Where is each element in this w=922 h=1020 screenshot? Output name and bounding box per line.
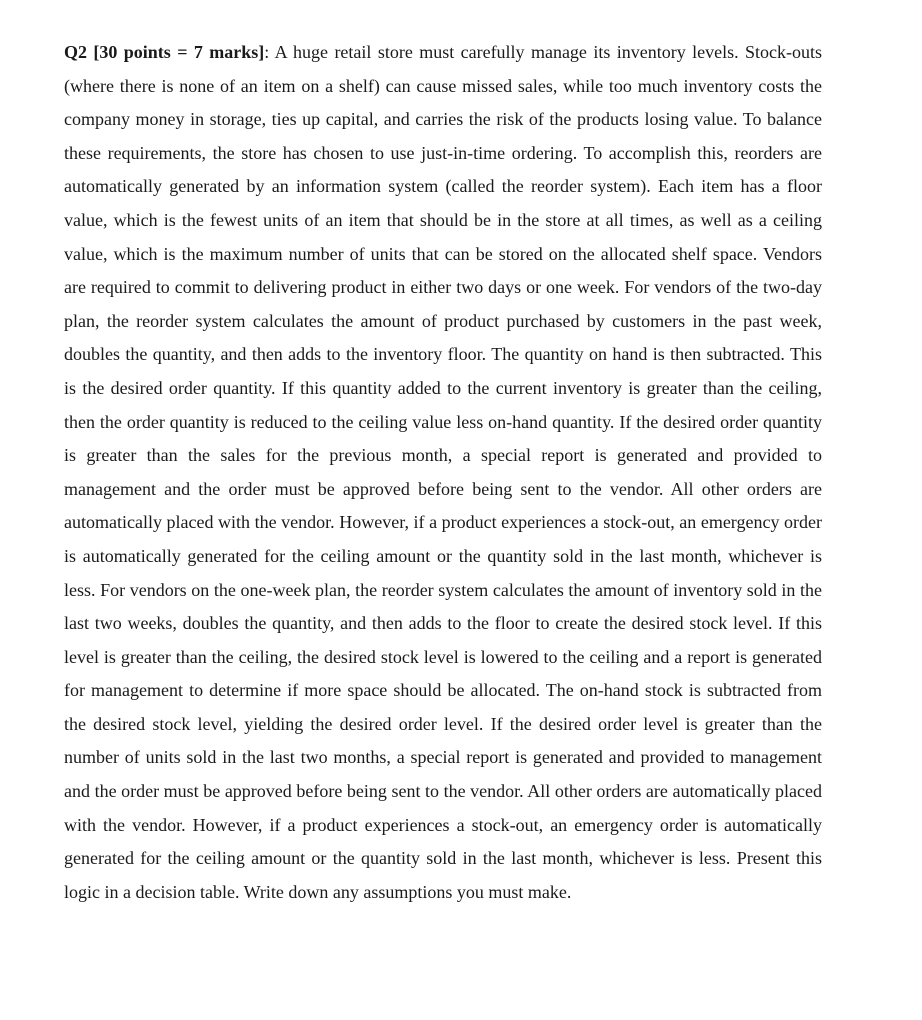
question-body: A huge retail store must carefully manage its inventory levels. Stock-outs (where there is none of an item on a shelf) can cause missed sales, while too much inventory costs the company money in storage, ties up capital, and carries the risk of the products losing value. To balance these requirements, the store has chosen to use just-in-time ordering. To accomplish this, reorders are automatically generated by an information system (called the reorder system). Each item has a floor value, which is the fewest units of an item that should be in the store at all times, as well as a ceiling value, which is the maximum number of units that can be stored on the allocated shelf space. Vendors are required to commit to delivering product in either two days or one week. For vendors of the two-day plan, the reorder system calculates the amount of product purchased by customers in the past week, doubles the quantity, and then adds to the inventory floor. The quantity on hand is then subtracted. This is the desired order quantity. If this quantity added to the current inventory is greater than the ceiling, then the order quantity is reduced to the ceiling value less on-hand quantity. If the desired order quantity is greater than the sales for the previous month, a special report is generated and provided to management and the order must be approved before being sent to the vendor. All other orders are automatically placed with the vendor. However, if a product experiences a stock-out, an emergency order is automatically generated for the ceiling amount or the quantity sold in the last month, whichever is less. For vendors on the one-week plan, the reorder system calculates the amount of inventory sold in the last two weeks, doubles the quantity, and then adds to the floor to create the desired stock level. If this level is greater than the ceiling, the desired stock level is lowered to the ceiling and a report is generated for management to determine if more space should be allocated. The on-hand stock is subtracted from the desired stock level, yielding the desired order level. If the desired order level is greater than the number of units sold in the last two months, a special report is generated and provided to management and the order must be approved before being sent to the vendor. All other orders are automatically placed with the vendor. However, if a product experiences a stock-out, an emergency order is automatically generated for the ceiling amount or the quantity sold in the last month, whichever is less. Present this logic in a decision table. Write down any assumptions you must make. [64, 42, 822, 902]
question-paragraph [64, 36, 822, 909]
question-label: Q2 [30 points = 7 marks] [64, 42, 265, 62]
question-label-separator: : [264, 42, 275, 62]
